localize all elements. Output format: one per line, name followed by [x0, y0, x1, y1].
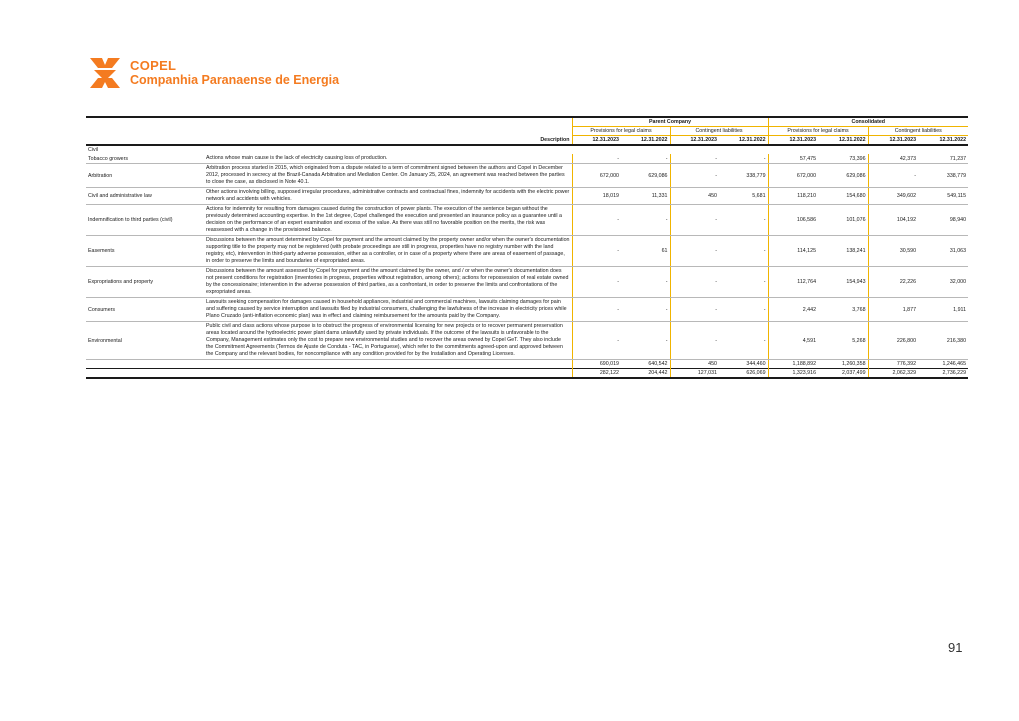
- grand-total-value: 1,323,916: [768, 369, 818, 379]
- row-description: Public civil and class actions whose purpose is to obstruct the progress of environmental licensing for new projects or to recover permanent preservation areas located around the hydroelectric power plant dams unlawfully used by private individuals. If the outcome of the lawsuits is unfavorable to the Company, Management estimates only the cost to prepare new environmental studies and to recover the areas owned by Copel GeT. They also include the Commitment Agreements (Termos de Ajuste de Conduta - TAC, in Portuguese), which refer to the commitments agreed-upon and approved between the Company and the relevant bodies, for noncompliance with any condition provided for by the Installation and Operating Licenses.: [204, 322, 572, 360]
- row-value: 112,764: [768, 267, 818, 298]
- row-value: 98,940: [918, 205, 968, 236]
- brand-full-name: Companhia Paranaense de Energia: [130, 73, 340, 87]
- table-row: [86, 298, 968, 322]
- row-name: Civil and administrative law: [86, 188, 204, 205]
- row-value: 114,125: [768, 236, 818, 267]
- row-value: -: [719, 154, 768, 164]
- row-value: 1,877: [868, 298, 918, 322]
- row-value: 42,373: [868, 154, 918, 164]
- row-value: -: [670, 298, 719, 322]
- row-description: Arbitration process started in 2015, which originated from a dispute related to a term of commitment signed between the authors and Copel in December 2012, processed in secrecy at the Brazil-Canada Arbitration and Mediation Center. On January 25, 2024, an agreement was reached between the parties to close the case, as disclosed in Note 40.1.: [204, 164, 572, 188]
- row-value: 629,086: [818, 164, 868, 188]
- row-value: 104,192: [868, 205, 918, 236]
- row-value: -: [670, 267, 719, 298]
- row-description: Other actions involving billing, supposed irregular procedures, administrative contracts and contractual fines, indemnity for accidents with the electric power network and accidents with vehicles.: [204, 188, 572, 205]
- row-value: 450: [670, 188, 719, 205]
- row-value: 11,331: [621, 188, 670, 205]
- total-value: 1,246,465: [918, 360, 968, 369]
- row-value: -: [719, 322, 768, 360]
- date-header: 12.31.2023: [670, 136, 719, 146]
- date-header: 12.31.2022: [918, 136, 968, 146]
- row-value: -: [719, 205, 768, 236]
- subgroup-contingent-consolidated: Contingent liabilities: [868, 127, 968, 136]
- row-value: 629,086: [621, 164, 670, 188]
- group-consolidated: Consolidated: [768, 117, 968, 127]
- grand-total-value: 127,031: [670, 369, 719, 379]
- subgroup-contingent-parent: Contingent liabilities: [670, 127, 768, 136]
- row-description: Discussions between the amount assessed by Copel for payment and the amount claimed by the owner, and / or when the owner's documentation does not present conditions for registration (inventories in progress, properties without registration, among others); actions for repossession of real estate owned by the concessionaire; intervention in the adverse possession of third parties, as a confrontant, in order to preserve the limits and confrontations of the expropriated areas.: [204, 267, 572, 298]
- row-value: -: [572, 154, 621, 164]
- row-value: 154,943: [818, 267, 868, 298]
- row-value: 3,768: [818, 298, 868, 322]
- grand-total-value: 282,122: [572, 369, 621, 379]
- row-value: 154,680: [818, 188, 868, 205]
- row-value: -: [719, 267, 768, 298]
- subgroup-provisions-consolidated: Provisions for legal claims: [768, 127, 868, 136]
- section-civil: Civil: [88, 147, 99, 153]
- grand-total-value: 2,037,499: [818, 369, 868, 379]
- date-header: 12.31.2023: [572, 136, 621, 146]
- row-value: -: [572, 298, 621, 322]
- row-description: Actions for indemnity for resulting from damages caused during the construction of power plants. The execution of the sentence began without the previously determined accounting expertise. In the 1st degree, Copel challenged the execution and presented an insurance policy as a guarantee until a decision on the performance of an expert examination and excess of the value. As there was still no favorable position on the merits, the risk was reassessed with a change in the provisioned balance.: [204, 205, 572, 236]
- copel-lightning-icon: [88, 56, 122, 90]
- row-value: -: [719, 236, 768, 267]
- page-number: 91: [948, 640, 963, 655]
- row-description: Discussions between the amount determined by Copel for payment and the amount claimed by the property owner and/or when the owner's documentation supporting title to the property may not be registered (with probate proceedings are still in progress, properties have no registry number with the land registry, etc), intervention in third-party adverse possession, either as a controller, or in case of a property where there are areas of easement of passage, in order to preserve the limits and boundaries of expropriated areas.: [204, 236, 572, 267]
- row-value: -: [572, 267, 621, 298]
- row-value: 118,210: [768, 188, 818, 205]
- table-row: [86, 267, 968, 298]
- row-value: 338,779: [719, 164, 768, 188]
- row-value: 138,241: [818, 236, 868, 267]
- grand-total-value: 2,062,329: [868, 369, 918, 379]
- row-value: 32,000: [918, 267, 968, 298]
- table-row: [86, 188, 968, 205]
- total-value: 776,392: [868, 360, 918, 369]
- row-value: -: [868, 164, 918, 188]
- grand-total-value: 2,736,229: [918, 369, 968, 379]
- copel-logo: [88, 56, 339, 90]
- table-row: [86, 205, 968, 236]
- row-value: 101,076: [818, 205, 868, 236]
- table-row: [86, 322, 968, 360]
- date-header: 12.31.2023: [768, 136, 818, 146]
- row-description: Actions whose main cause is the lack of electricity causing loss of production.: [204, 154, 572, 164]
- row-name: Indemnification to third parties (civil): [86, 205, 204, 236]
- row-value: -: [572, 236, 621, 267]
- date-header: 12.31.2022: [621, 136, 670, 146]
- row-value: 549,115: [918, 188, 968, 205]
- row-value: -: [572, 205, 621, 236]
- row-value: 5,268: [818, 322, 868, 360]
- row-value: -: [621, 205, 670, 236]
- row-value: 18,019: [572, 188, 621, 205]
- subgroup-provisions-parent: Provisions for legal claims: [572, 127, 670, 136]
- row-value: 4,591: [768, 322, 818, 360]
- table-row: [86, 236, 968, 267]
- row-value: -: [670, 322, 719, 360]
- row-description: Lawsuits seeking compensation for damages caused in household appliances, industrial and commercial machines, lawsuits claiming damages for pain and suffering caused by service interruption and lawsuits filed by industrial consumers, challenging the lawfulness of the increase in electricity prices while Plano Cruzado (anti-inflation economic plan) was in effect and claiming reimbursement for the amounts paid by the Company.: [204, 298, 572, 322]
- row-value: 226,800: [868, 322, 918, 360]
- row-value: 61: [621, 236, 670, 267]
- row-value: 57,475: [768, 154, 818, 164]
- row-value: 30,590: [868, 236, 918, 267]
- row-name: Arbitration: [86, 164, 204, 188]
- row-name: Easements: [86, 236, 204, 267]
- row-value: -: [621, 322, 670, 360]
- row-value: 1,911: [918, 298, 968, 322]
- total-value: 450: [670, 360, 719, 369]
- date-header: 12.31.2023: [868, 136, 918, 146]
- total-value: 640,542: [621, 360, 670, 369]
- row-value: -: [670, 205, 719, 236]
- row-value: -: [670, 236, 719, 267]
- total-row: [86, 360, 968, 369]
- row-value: 22,226: [868, 267, 918, 298]
- row-value: 71,237: [918, 154, 968, 164]
- row-value: 31,063: [918, 236, 968, 267]
- row-value: -: [719, 298, 768, 322]
- group-parent-company: Parent Company: [572, 117, 768, 127]
- row-value: 2,442: [768, 298, 818, 322]
- row-value: 338,779: [918, 164, 968, 188]
- total-value: 690,019: [572, 360, 621, 369]
- row-name: Tobacco growers: [86, 154, 204, 164]
- total-value: 1,260,358: [818, 360, 868, 369]
- row-value: 349,602: [868, 188, 918, 205]
- brand-name: COPEL: [130, 58, 177, 73]
- row-value: -: [572, 322, 621, 360]
- row-name: Environmental: [86, 322, 204, 360]
- row-name: Consumers: [86, 298, 204, 322]
- row-value: -: [670, 164, 719, 188]
- row-value: -: [621, 298, 670, 322]
- row-value: 5,681: [719, 188, 768, 205]
- row-value: 73,396: [818, 154, 868, 164]
- table-row: [86, 154, 968, 164]
- row-value: 672,000: [572, 164, 621, 188]
- row-value: 672,000: [768, 164, 818, 188]
- grand-total-row: [86, 369, 968, 379]
- row-value: 216,380: [918, 322, 968, 360]
- date-header: 12.31.2022: [719, 136, 768, 146]
- row-value: -: [621, 267, 670, 298]
- table-row: [86, 164, 968, 188]
- row-value: 106,586: [768, 205, 818, 236]
- date-header: 12.31.2022: [818, 136, 868, 146]
- grand-total-value: 204,442: [621, 369, 670, 379]
- legal-claims-table: [86, 116, 968, 379]
- row-value: -: [670, 154, 719, 164]
- grand-total-value: 626,069: [719, 369, 768, 379]
- row-value: -: [621, 154, 670, 164]
- total-value: 344,460: [719, 360, 768, 369]
- description-header: Description: [204, 136, 572, 146]
- total-value: 1,188,892: [768, 360, 818, 369]
- row-name: Expropriations and property: [86, 267, 204, 298]
